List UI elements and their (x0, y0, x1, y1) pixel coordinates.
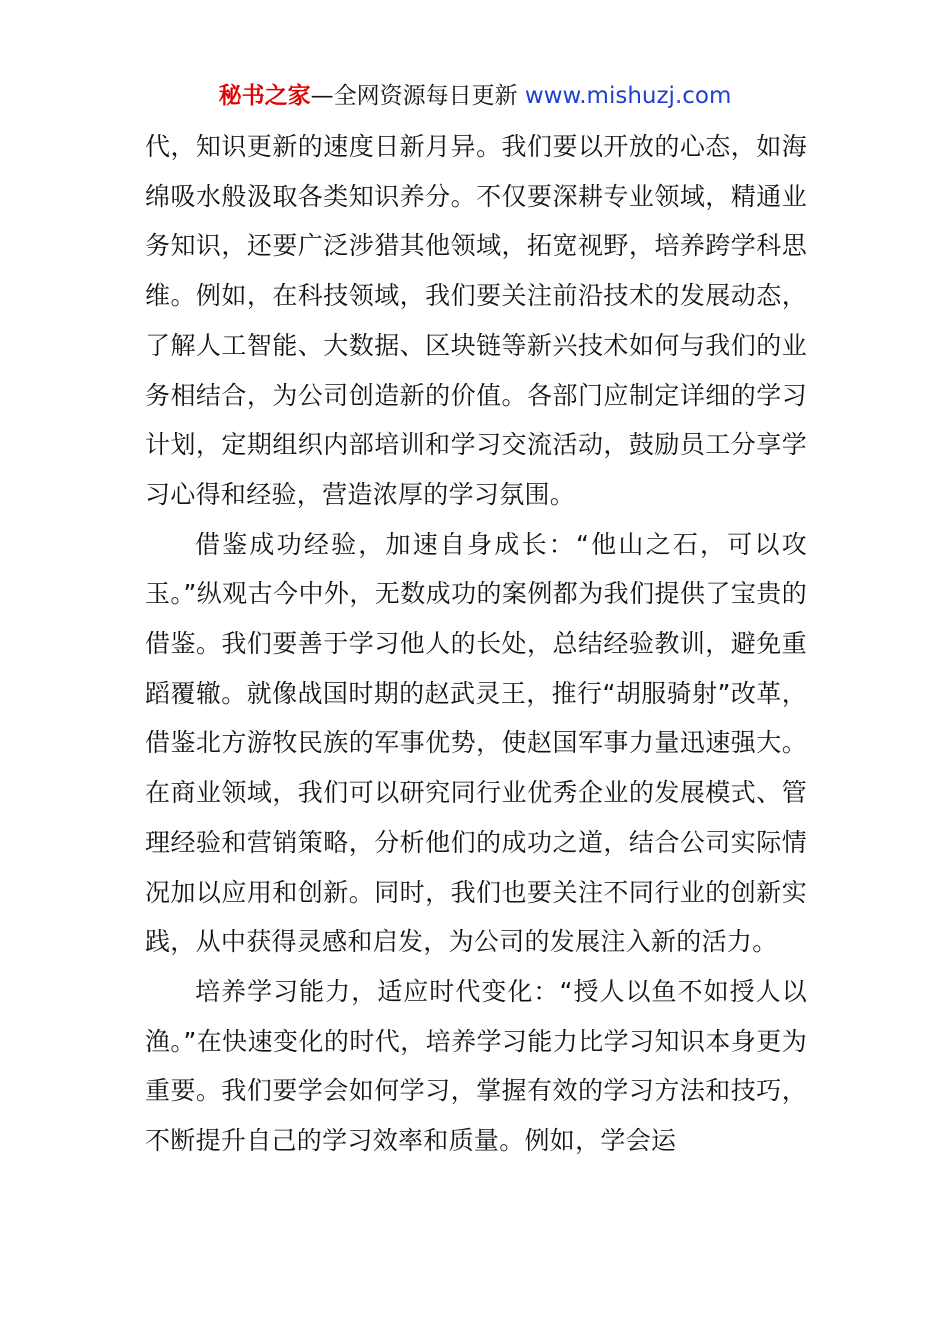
paragraph-learn-from-success: 借鉴成功经验，加速自身成长：“他山之石，可以攻玉。”纵观古今中外，无数成功的案例都为我们提供了宝贵的借鉴。我们要善于学习他人的长处，总结经验教训，避免重蹈覆辙。就像战国时期的赵武灵王，推行“胡服骑射”改革，借鉴北方游牧民族的军事优势，使赵国军事力量迅速强大。在商业领域，我们可以研究同行业优秀企业的发展模式、管理经验和营销策略，分析他们的成功之道，结合公司实际情况加以应用和创新。同时，我们也要关注不同行业的创新实践，从中获得灵感和启发，为公司的发展注入新的活力。 (145, 529, 807, 957)
paragraph-continued: 代，知识更新的速度日新月异。我们要以开放的心态，如海绵吸水般汲取各类知识养分。不仅要深耕专业领域，精通业务知识，还要广泛涉猎其他领域，拓宽视野，培养跨学科思维。例如，在科技领域，我们要关注前沿技术的发展动态，了解人工智能、大数据、区块链等新兴技术如何与我们的业务相结合，为公司创造新的价值。各部门应制定详细的学习计划，定期组织内部培训和学习交流活动，鼓励员工分享学习心得和经验，营造浓厚的学习氛围。 (145, 132, 807, 509)
paragraph-learning-ability: 培养学习能力，适应时代变化：“授人以鱼不如授人以渔。”在快速变化的时代，培养学习能力比学习知识本身更为重要。我们要学会如何学习，掌握有效的学习方法和技巧，不断提升自己的学习效率和质量。例如，学会运 (145, 976, 807, 1156)
site-url-link[interactable]: www.mishuzj.com (524, 83, 732, 109)
page-header (0, 78, 950, 114)
document-body (145, 122, 807, 1166)
site-brand: 秘书之家 (218, 83, 311, 109)
site-tagline: —全网资源每日更新 (310, 83, 525, 109)
